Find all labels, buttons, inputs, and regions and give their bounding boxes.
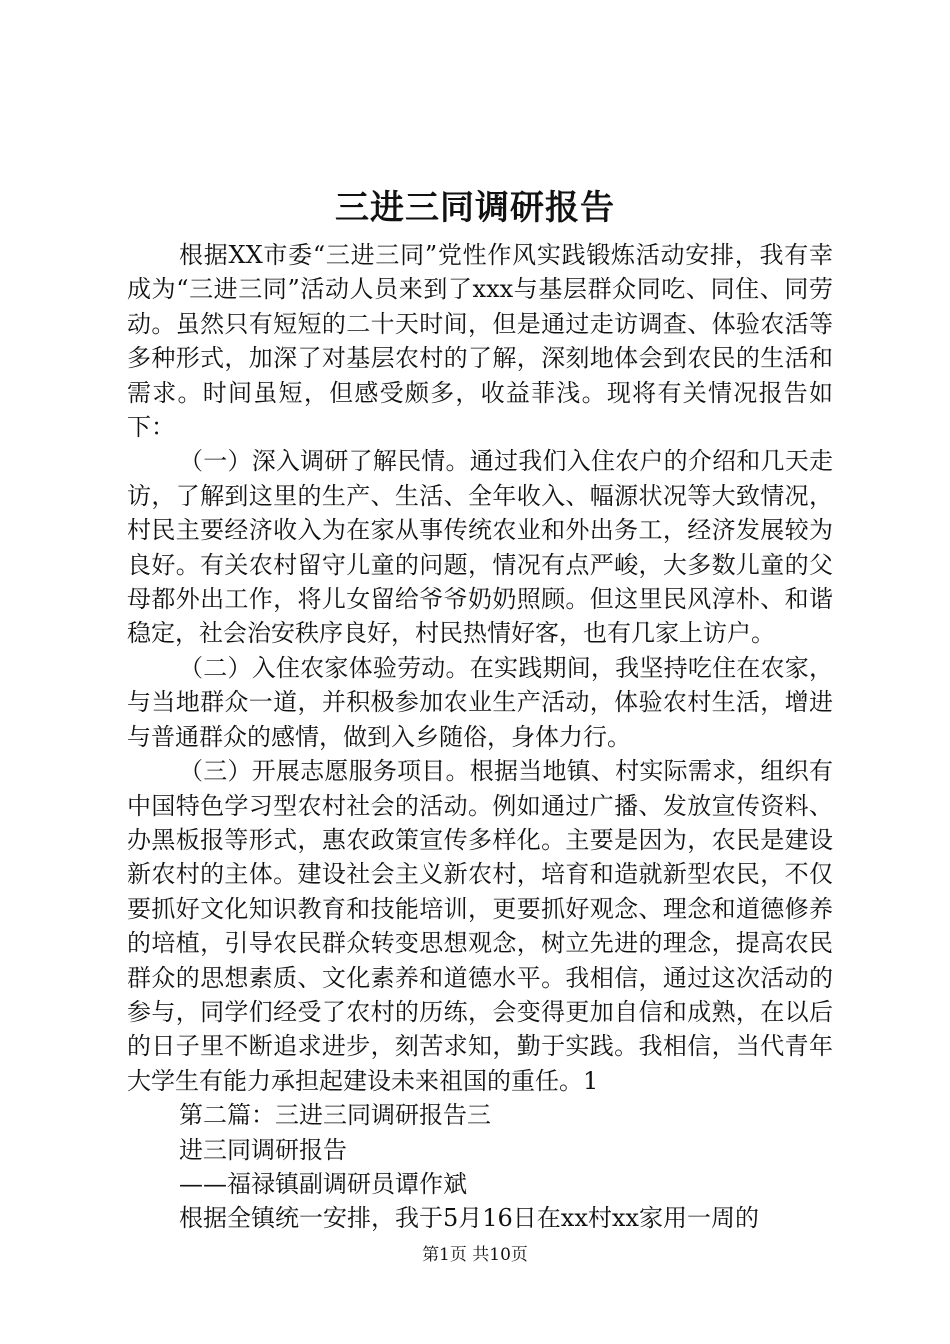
paragraph-chapter2-intro: 根据全镇统一安排，我于5月16日在xx村xx家用一周的 (179, 1204, 759, 1233)
paragraph-section-3: （三）开展志愿服务项目。根据当地镇、村实际需求，组织有中国特色学习型农村社会的活动。例如通过广播、发放宣传资料、办黑板报等形式，惠农政策宣传多样化。主要是因为，农民是建设新农村的主体。建设社会主义新农村，培育和造就新型农民，不仅要抓好文化知识教育和技能培训，更要抓好观念、理念和道德修养的培植，引导农民群众转变思想观念，树立先进的理念，提高农民群众的思想素质、文化素养和道德水平。我相信，通过这次活动的参与，同学们经受了农村的历练，会变得更加自信和成熟，在以后的日子里不断追求进步，刻苦求知，勤于实践。我相信，当代青年大学生有能力承担起建设未来祖国的重任。1 (127, 757, 833, 1095)
chapter-subtitle: 进三同调研报告 (179, 1135, 347, 1164)
chapter-heading: 第二篇：三进三同调研报告三 (179, 1101, 491, 1130)
document-title: 三进三同调研报告 (335, 188, 615, 228)
page-footer: 第1页 共10页 (422, 1245, 528, 1265)
paragraph-section-1: （一）深入调研了解民情。通过我们入住农户的介绍和几天走访，了解到这里的生产、生活、全年收入、幅源状况等大致情况，村民主要经济收入为在家从事传统农业和外出务工，经济发展较为良好。有关农村留守儿童的问题，情况有点严峻，大多数儿童的父母都外出工作，将儿女留给爷爷奶奶照顾。但这里民风淳朴、和谐稳定，社会治安秩序良好，村民热情好客，也有几家上访户。 (127, 447, 833, 648)
paragraph-section-2: （二）入住农家体验劳动。在实践期间，我坚持吃住在农家，与当地群众一道，并积极参加农业生产活动，体验农村生活，增进与普通群众的感情，做到入乡随俗，身体力行。 (127, 653, 833, 751)
author-line: ——福禄镇副调研员谭作斌 (179, 1169, 467, 1198)
document-body (127, 238, 833, 1236)
paragraph-intro: 根据XX市委“三进三同”党性作风实践锻炼活动安排，我有幸成为“三进三同”活动人员来到了xxx与基层群众同吃、同住、同劳动。虽然只有短短的二十天时间，但是通过走访调查、体验农活等多种形式，加深了对基层农村的了解，深刻地体会到农民的生活和需求。时间虽短，但感受颇多，收益菲浅。现将有关情况报告如下： (127, 241, 833, 442)
